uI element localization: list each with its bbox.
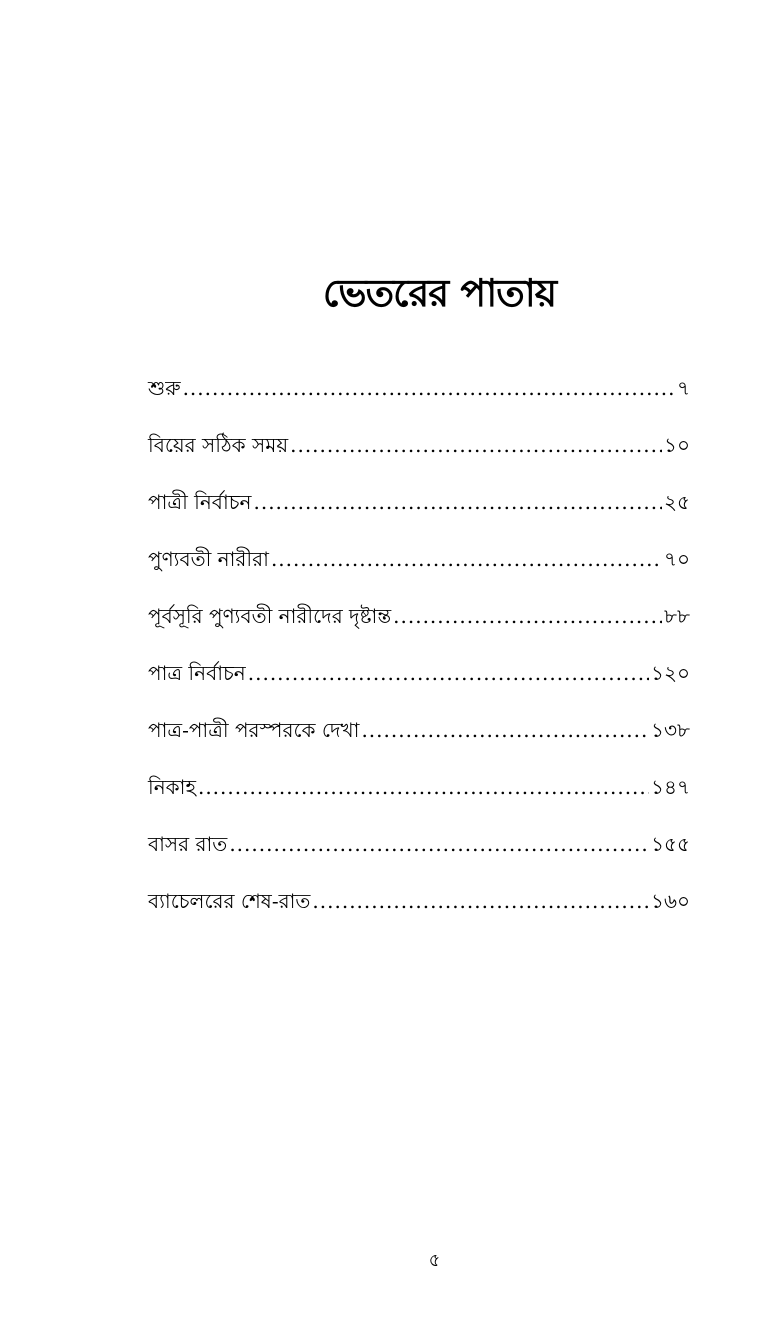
toc-entry-page: ৭ — [676, 376, 690, 400]
toc-entry-page: ১২০ — [651, 661, 690, 685]
toc-entry-label: পাত্র নির্বাচন — [148, 661, 246, 685]
toc-entry-groom-selection — [148, 649, 690, 706]
toc-entry-label: শুরু — [148, 376, 181, 400]
toc-entry-label: ব্যাচেলরের শেষ-রাত — [148, 889, 311, 913]
toc-entry-seeing-each-other — [148, 706, 690, 763]
toc-entry-page: ৭০ — [663, 547, 690, 571]
toc-entry-page: ১৩৮ — [651, 718, 690, 742]
page-number: ৫ — [428, 1250, 441, 1271]
toc-entry-page: ১৬০ — [651, 889, 690, 913]
toc-dot-leader — [183, 364, 675, 412]
toc-entry-page: ১৫৫ — [651, 832, 690, 856]
toc-dot-leader — [253, 478, 662, 526]
toc-entry-nikah — [148, 763, 690, 820]
toc-entry-bachelor-last-night — [148, 877, 690, 934]
toc-entry-bride-selection — [148, 478, 690, 535]
toc-entry-label: বিয়ের সঠিক সময় — [148, 433, 289, 457]
toc-entry-predecessor-examples — [148, 592, 690, 649]
toc-entry-label: বাসর রাত — [148, 832, 228, 856]
toc-dot-leader — [361, 706, 649, 754]
toc-entry-label: পুণ্যবতী নারীরা — [148, 547, 269, 571]
table-of-contents — [148, 364, 690, 934]
toc-entry-label: নিকাহ — [148, 775, 196, 799]
toc-dot-leader — [290, 421, 662, 469]
toc-entry-page: ১৪৭ — [651, 775, 690, 799]
toc-entry-page: ১০ — [664, 433, 690, 457]
toc-entry-pious-women — [148, 535, 690, 592]
toc-entry-marriage-time — [148, 421, 690, 478]
toc-entry-page: ২৫ — [664, 490, 690, 514]
toc-dot-leader — [393, 592, 662, 640]
toc-dot-leader — [271, 535, 662, 583]
toc-entry-start — [148, 364, 690, 421]
toc-entry-wedding-night — [148, 820, 690, 877]
toc-entry-label: পাত্রী নির্বাচন — [148, 490, 252, 514]
toc-dot-leader — [248, 649, 649, 697]
page-title: ভেতরের পাতায় — [322, 271, 557, 315]
toc-entry-page: ৮৮ — [664, 604, 690, 628]
toc-dot-leader — [198, 763, 649, 811]
toc-entry-label: পূর্বসূরি পুণ্যবতী নারীদের দৃষ্টান্ত — [148, 604, 392, 628]
toc-entry-label: পাত্র-পাত্রী পরস্পরকে দেখা — [148, 718, 360, 742]
toc-dot-leader — [229, 820, 649, 868]
toc-dot-leader — [312, 877, 649, 925]
